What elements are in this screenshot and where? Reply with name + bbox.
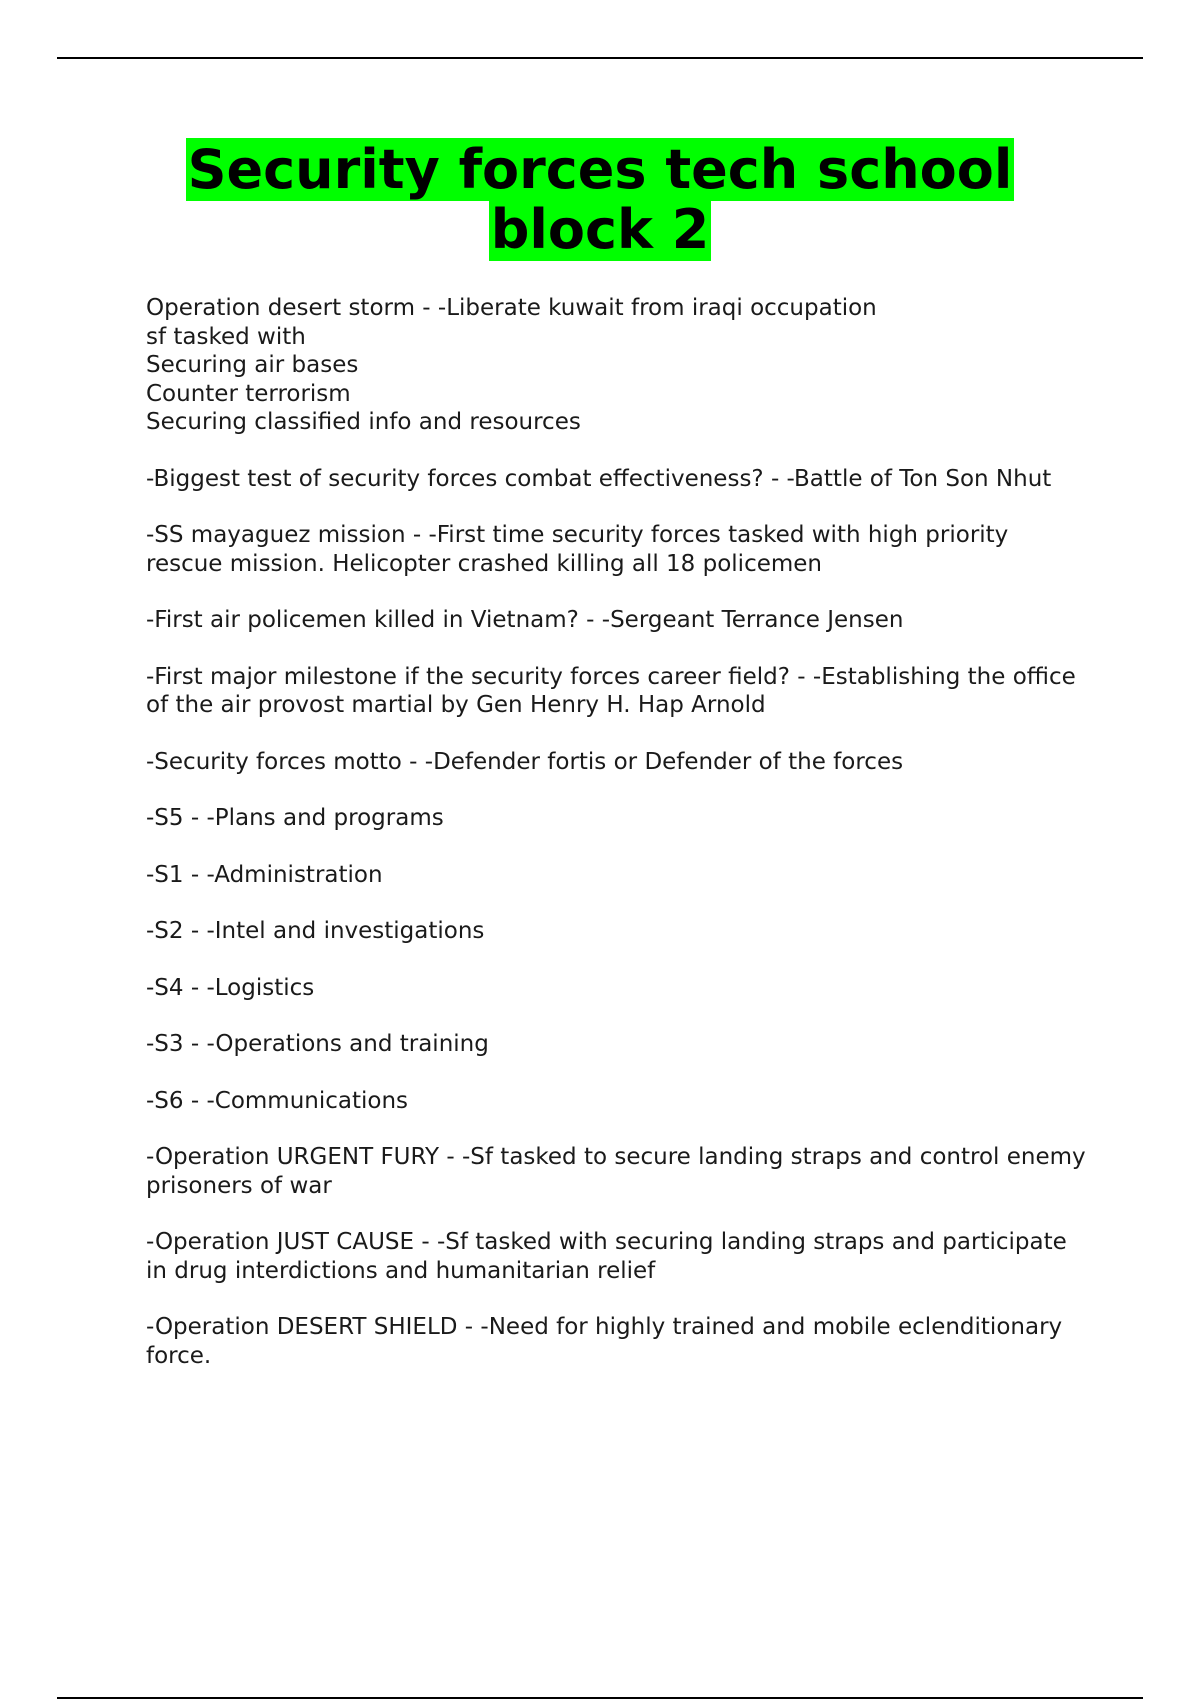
flashcard-list [146,294,1086,1398]
list-item: -Operation JUST CAUSE - -Sf tasked with securing landing straps and participate in drug interdictions and humanitarian relief [146,1229,1067,1284]
list-item: -S4 - -Logistics [146,974,315,1001]
list-item: -S5 - -Plans and programs [146,805,444,831]
list-item: -First air policemen killed in Vietnam? - -Sergeant Terrance Jensen [146,607,904,633]
bottom-rule [57,1697,1143,1699]
list-item: -SS mayaguez mission - -First time security forces tasked with high priority rescue mission. Helicopter crashed killing all 18 policemen [146,522,1009,577]
list-item: -S6 - -Communications [146,1087,409,1114]
list-item: -Operation URGENT FURY - -Sf tasked to secure landing straps and control enemy prisoners of war [146,1144,1086,1199]
page-title: Security forces tech school block 2 [187,138,1013,261]
list-item: -S3 - -Operations and training [146,1031,489,1057]
list-item: Operation desert storm - -Liberate kuwait from iraqi occupation sf tasked with Securing air bases Counter terrorism Securing classified info and resources [146,295,877,435]
list-item: -First major milestone if the security forces career field? - -Establishing the office of the air provost martial by Gen Henry H. Hap Arnold [146,663,1076,718]
list-item: -S1 - -Administration [146,861,383,888]
title-block [100,140,1100,260]
list-item: -Operation DESERT SHIELD - -Need for highly trained and mobile eclenditionary force. [146,1314,1063,1369]
list-item: -Biggest test of security forces combat effectiveness? - -Battle of Ton Son Nhut [146,465,1052,492]
top-rule [57,57,1143,59]
list-item: -S2 - -Intel and investigations [146,918,485,944]
list-item: -Security forces motto - -Defender fortis or Defender of the forces [146,748,904,775]
